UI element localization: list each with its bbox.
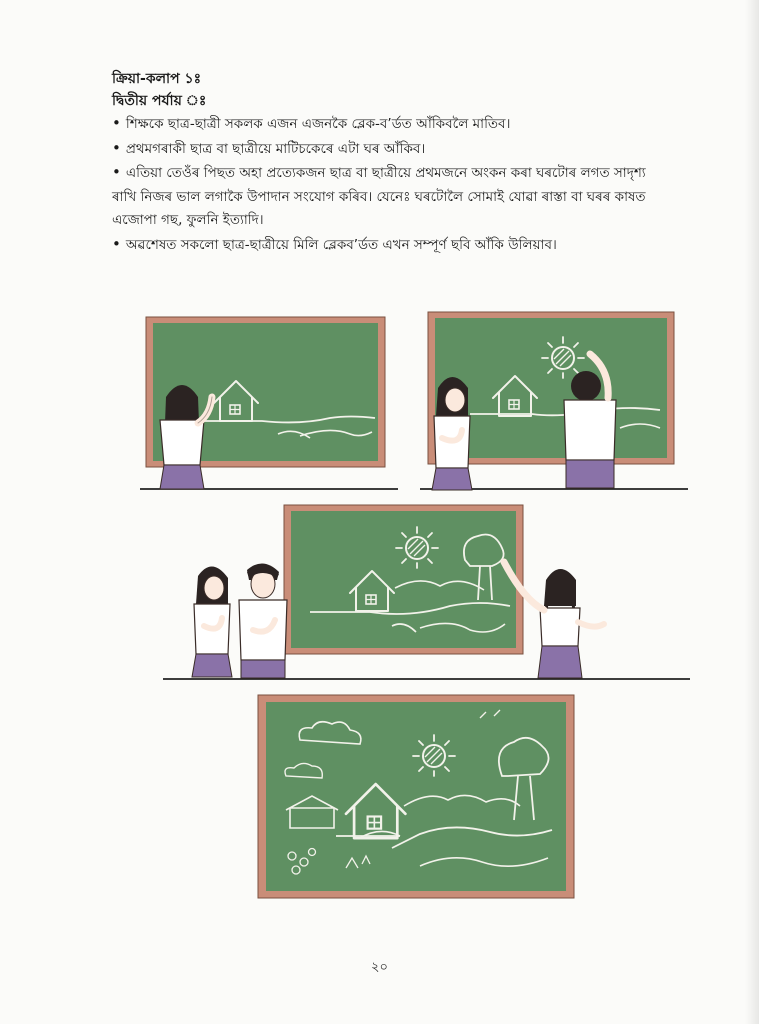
bullet-text-4: অৱশেষত সকলো ছাত্ৰ-ছাত্ৰীয়ে মিলি ব্লেকব’ৰ্ডত এখন সম্পূৰ্ণ ছবি আঁকি উলিয়াব।: [125, 236, 557, 253]
illustration-panel-2: [420, 312, 688, 490]
illustration-panel-4: [258, 695, 574, 898]
illustration-panel-3: [163, 505, 690, 679]
activity-title: ক্ৰিয়া-কলাপ ১ঃ: [112, 71, 202, 87]
bullet-text-3: এতিয়া তেওঁৰ পিছত অহা প্ৰত্যেকজন ছাত্ৰ বা ছাত্ৰীয়ে প্ৰথমজনে অংকন কৰা ঘৰটোৰ লগত সাদৃশ্য ৰাখি নিজৰ ভাল লগাকৈ উপাদান সংযোগ কৰিব। যেনেঃ ঘৰটোলৈ সোমাই যোৱা ৰাস্তা বা ঘৰৰ কাষত এজোপা গছ, ফুলনি ইত্যাদি।: [112, 165, 646, 228]
bullet-text-1: শিক্ষকে ছাত্ৰ-ছাত্ৰী সকলক এজন এজনকৈ ব্লেক-ব’ৰ্ডত আঁকিবলৈ মাতিব।: [125, 116, 511, 132]
stage-subtitle: দ্বিতীয় পৰ্যায় ঃ: [112, 93, 207, 109]
bullet-text-2: প্ৰথমগৰাকী ছাত্ৰ বা ছাত্ৰীয়ে মাটিচকেৰে এটা ঘৰ আঁকিব।: [125, 140, 426, 157]
illustration-panel-1: [140, 317, 398, 489]
page-number: ২০: [371, 960, 388, 975]
